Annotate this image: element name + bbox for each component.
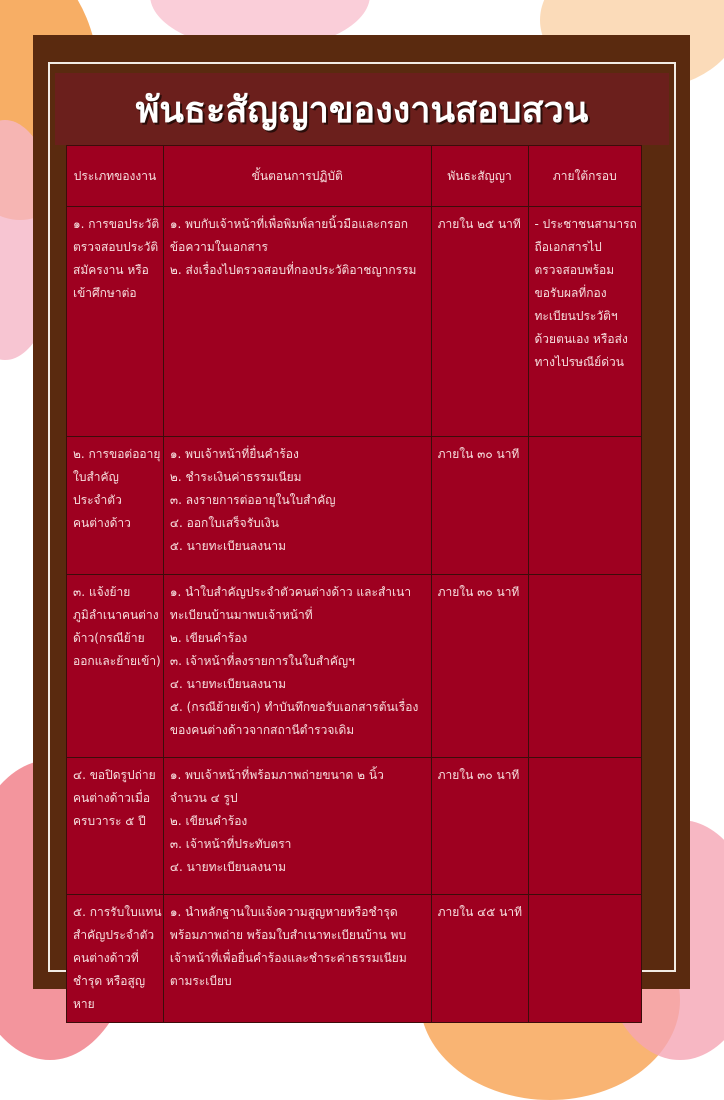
work-type-cell-line: ๑. การขอประวัติ xyxy=(73,217,160,231)
procedure-cell xyxy=(163,758,431,895)
table-row xyxy=(67,207,642,437)
procedure-cell-line: ของคนต่างด้าวจากสถานีตำรวจเดิม xyxy=(169,723,355,737)
procedure-cell-line: ๒. ชำระเงินค่าธรรมเนียม xyxy=(169,470,302,484)
procedure-cell-line: ๑. พบเจ้าหน้าที่พร้อมภาพถ่ายขนาด ๒ นิ้ว xyxy=(169,768,384,782)
procedure-cell-line: ๒. เขียนคำร้อง xyxy=(169,631,248,645)
work-type-cell xyxy=(67,207,164,437)
work-type-cell-line: ประจำตัว xyxy=(73,493,122,507)
header-procedure: ขั้นตอนการปฏิบัติ xyxy=(163,146,431,207)
table-row xyxy=(67,895,642,1023)
framework-cell-line: ขอรับผลที่กอง xyxy=(534,286,607,300)
procedure-cell-line: เจ้าหน้าที่เพื่อยื่นคำร้องและชำระค่าธรรมเนียม xyxy=(169,951,407,965)
procedure-cell-line: ๑. นำใบสำคัญประจำตัวคนต่างด้าว และสำเนา xyxy=(169,585,412,599)
work-type-cell-line: ใบสำคัญ xyxy=(73,470,119,484)
framework-cell-line: ทะเบียนประวัติฯ xyxy=(534,309,618,323)
procedure-cell-line: ๔. ออกใบเสร็จรับเงิน xyxy=(169,516,279,530)
framework-cell-line: ถือเอกสารไป xyxy=(534,240,602,254)
work-type-cell-line: สำคัญประจำตัว xyxy=(73,928,155,942)
work-type-cell-line: ตรวจสอบประวัติ xyxy=(73,240,159,254)
framework-cell xyxy=(528,575,641,758)
work-type-cell-line: ด้าว(กรณีย้าย xyxy=(73,631,145,645)
header-commitment: พันธะสัญญา xyxy=(431,146,528,207)
procedure-cell-line: ๑. พบกับเจ้าหน้าที่เพื่อพิมพ์ลายนิ้วมือและกรอก xyxy=(169,217,409,231)
commitment-time: ภายใน ๓๐ นาที xyxy=(437,768,520,782)
commitment-cell xyxy=(431,575,528,758)
work-type-cell-line: ชำรุด หรือสูญ xyxy=(73,974,146,988)
commitment-cell xyxy=(431,895,528,1023)
page-title: พันธะสัญญาของงานสอบสวน xyxy=(135,89,589,131)
procedure-cell-line: ๔. นายทะเบียนลงนาม xyxy=(169,860,286,874)
procedure-cell-line: ทะเบียนบ้านมาพบเจ้าหน้าที่ xyxy=(169,608,313,622)
procedure-cell-line: ๑. พบเจ้าหน้าที่ยื่นคำร้อง xyxy=(169,447,299,461)
framework-cell-line: ตรวจสอบพร้อม xyxy=(534,263,615,277)
work-type-cell xyxy=(67,758,164,895)
procedure-cell-line: ๒. เขียนคำร้อง xyxy=(169,814,248,828)
table-row xyxy=(67,758,642,895)
work-type-cell-line: ๒. การขอต่ออายุ xyxy=(73,447,161,461)
framework-cell xyxy=(528,758,641,895)
commitment-time: ภายใน ๓๐ นาที xyxy=(437,447,520,461)
work-type-cell-line: สมัครงาน หรือ xyxy=(73,263,149,277)
commitment-time: ภายใน ๓๐ นาที xyxy=(437,585,520,599)
service-table-wrapper xyxy=(66,145,642,1023)
table-header-row xyxy=(67,146,642,207)
work-type-cell-line: ๓. แจ้งย้าย xyxy=(73,585,131,599)
procedure-cell xyxy=(163,207,431,437)
table-row xyxy=(67,575,642,758)
work-type-cell-line: ๔. ขอปิดรูปถ่าย xyxy=(73,768,156,782)
work-type-cell xyxy=(67,437,164,575)
work-type-cell-line: คนต่างด้าวเมื่อ xyxy=(73,791,151,805)
work-type-cell-line: ครบวาระ ๕ ปี xyxy=(73,814,146,828)
header-work-type: ประเภทของงาน xyxy=(67,146,164,207)
procedure-cell-line: ๕. (กรณีย้ายเข้า) ทำบันทึกขอรับเอกสารต้นเรื่อง xyxy=(169,700,419,714)
procedure-cell xyxy=(163,575,431,758)
commitment-cell xyxy=(431,207,528,437)
procedure-cell xyxy=(163,895,431,1023)
commitment-time: ภายใน ๔๕ นาที xyxy=(437,905,522,919)
title-bar xyxy=(55,73,669,145)
work-type-cell-line: ภูมิลำเนาคนต่าง xyxy=(73,608,159,622)
framework-cell-line: - ประชาชนสามารถ xyxy=(534,217,637,231)
service-commitment-table xyxy=(66,145,642,1023)
work-type-cell-line: เข้าศึกษาต่อ xyxy=(73,286,137,300)
framework-cell xyxy=(528,437,641,575)
framework-cell xyxy=(528,895,641,1023)
commitment-cell xyxy=(431,437,528,575)
work-type-cell-line: คนต่างด้าวที่ xyxy=(73,951,139,965)
procedure-cell-line: จำนวน ๔ รูป xyxy=(169,791,238,805)
framework-cell-line: ทางไปรษณีย์ด่วน xyxy=(534,355,624,369)
work-type-cell-line: ๕. การรับใบแทน xyxy=(73,905,162,919)
framework-cell xyxy=(528,207,641,437)
procedure-cell-line: พร้อมภาพถ่าย พร้อมใบสำเนาทะเบียนบ้าน พบ xyxy=(169,928,407,942)
procedure-cell-line: ข้อความในเอกสาร xyxy=(169,240,268,254)
header-framework: ภายใต้กรอบ xyxy=(528,146,641,207)
procedure-cell-line: ๕. นายทะเบียนลงนาม xyxy=(169,539,286,553)
work-type-cell-line: หาย xyxy=(73,997,95,1011)
procedure-cell-line: ๒. ส่งเรื่องไปตรวจสอบที่กองประวัติอาชญากรรม xyxy=(169,263,417,277)
work-type-cell xyxy=(67,575,164,758)
procedure-cell-line: ๓. ลงรายการต่ออายุในใบสำคัญ xyxy=(169,493,336,507)
commitment-time: ภายใน ๒๕ นาที xyxy=(437,217,521,231)
commitment-cell xyxy=(431,758,528,895)
procedure-cell-line: ๔. นายทะเบียนลงนาม xyxy=(169,677,286,691)
work-type-cell-line: ออกและย้ายเข้า) xyxy=(73,654,161,668)
procedure-cell xyxy=(163,437,431,575)
framework-cell-line: ด้วยตนเอง หรือส่ง xyxy=(534,332,628,346)
procedure-cell-line: ๓. เจ้าหน้าที่ประทับตรา xyxy=(169,837,292,851)
work-type-cell xyxy=(67,895,164,1023)
table-row xyxy=(67,437,642,575)
procedure-cell-line: ๑. นำหลักฐานใบแจ้งความสูญหายหรือชำรุด xyxy=(169,905,398,919)
procedure-cell-line: ๓. เจ้าหน้าที่ลงรายการในใบสำคัญฯ xyxy=(169,654,355,668)
procedure-cell-line: ตามระเบียบ xyxy=(169,974,232,988)
work-type-cell-line: คนต่างด้าว xyxy=(73,516,131,530)
